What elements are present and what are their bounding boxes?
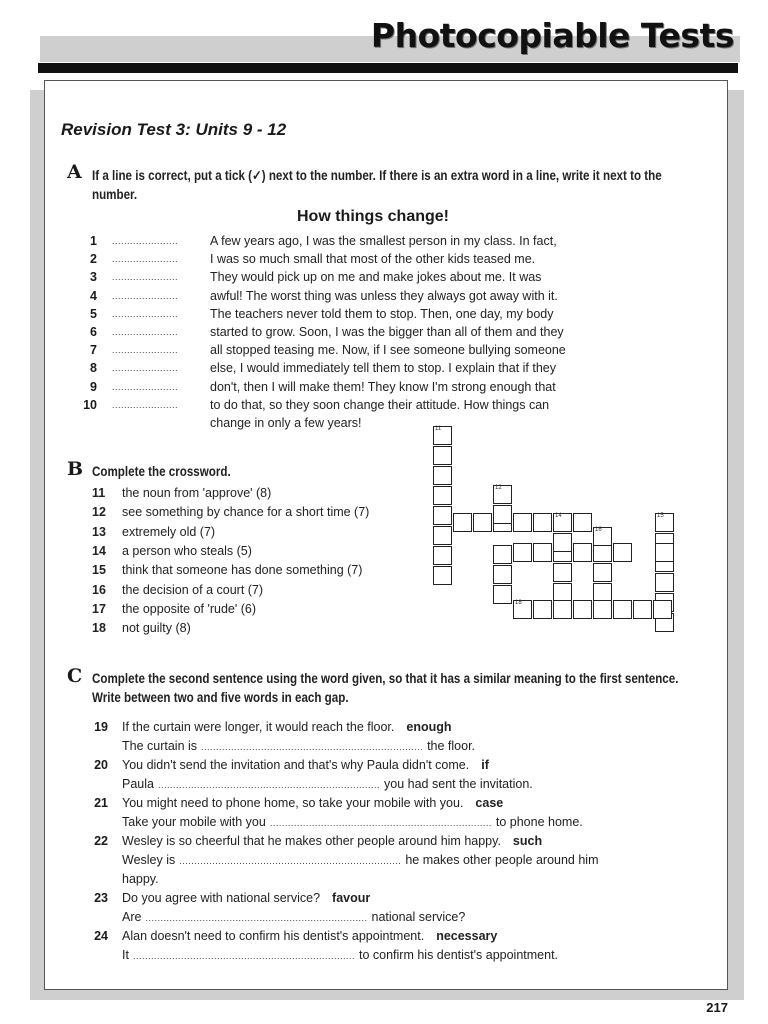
crossword-clue [92, 525, 215, 539]
crossword-cell[interactable] [573, 600, 592, 619]
sentence-continuation: happy. [122, 872, 159, 886]
crossword-cell[interactable] [493, 505, 512, 524]
story-line: don't, then I will make them! They know I'm strong enough that [210, 380, 556, 394]
crossword-cell[interactable] [533, 600, 552, 619]
answer-blank[interactable]: ...................... [112, 363, 179, 373]
section-b-letter: B [67, 458, 84, 480]
answer-gap[interactable]: .......................................................................... [157, 780, 381, 790]
crossword-cell[interactable] [433, 526, 452, 545]
line-number: 4 [90, 289, 97, 303]
crossword-cell[interactable] [433, 546, 452, 565]
crossword-cell[interactable] [655, 573, 674, 592]
crossword-cell[interactable] [655, 513, 674, 532]
crossword-cell[interactable] [553, 533, 572, 552]
crossword-clue [92, 563, 362, 577]
cell-number: 15 [657, 513, 664, 519]
clue-text: think that someone has done something (7) [122, 563, 363, 577]
story-line: all stopped teasing me. Now, if I see someone bullying someone [210, 343, 566, 357]
story-line: They would pick up on me and make jokes about me. It was [210, 270, 542, 284]
sentence-text: Do you agree with national service? [122, 891, 321, 905]
sentence-text: Alan doesn't need to confirm his dentist's appointment. [122, 929, 425, 943]
crossword-cell[interactable] [533, 543, 552, 562]
line-number: 2 [90, 252, 97, 266]
clue-text: the decision of a court (7) [122, 583, 264, 597]
clue-text: extremely old (7) [122, 525, 216, 539]
key-word: if [481, 758, 489, 772]
crossword-clue [92, 621, 191, 635]
line-number: 6 [90, 325, 97, 339]
crossword-cell[interactable] [433, 486, 452, 505]
crossword-cell[interactable] [533, 513, 552, 532]
question-number: 19 [94, 720, 108, 734]
crossword-cell[interactable] [493, 485, 512, 504]
sentence-text: Wesley is so cheerful that he makes other people around him happy. [122, 834, 501, 848]
cell-number: 18 [515, 600, 522, 606]
story-line: else, I would immediately tell them to stop. I explain that if they [210, 361, 557, 375]
first-sentence [122, 796, 503, 810]
second-sentence [122, 853, 599, 867]
cell-number: 11 [435, 426, 442, 432]
line-number: 9 [90, 380, 97, 394]
sentence-text: If the curtain were longer, it would reach the floor. [122, 720, 395, 734]
story-title: How things change! [297, 208, 449, 225]
test-title: Revision Test 3: Units 9 - 12 [61, 120, 287, 139]
answer-blank[interactable]: ...................... [112, 400, 179, 410]
clue-text: the noun from 'approve' (8) [122, 486, 272, 500]
crossword-cell[interactable] [513, 513, 532, 532]
answer-blank[interactable]: ...................... [112, 382, 179, 392]
crossword-cell[interactable] [593, 600, 612, 619]
crossword-clue [92, 583, 263, 597]
answer-gap[interactable]: .......................................................................... [145, 913, 368, 923]
crossword-clue [92, 486, 271, 500]
cell-number: 16 [595, 527, 602, 533]
clue-number: 12 [92, 505, 106, 519]
story-line: A few years ago, I was the smallest person in my class. In fact, [210, 234, 557, 248]
sentence-end: you had sent the invitation. [384, 777, 533, 791]
second-sentence [122, 910, 465, 924]
crossword-cell[interactable] [433, 466, 452, 485]
clue-number: 17 [92, 602, 106, 616]
first-sentence [122, 758, 489, 772]
second-sentence [122, 815, 583, 829]
line-number: 7 [90, 343, 97, 357]
line-number: 1 [90, 234, 97, 248]
second-sentence [122, 948, 558, 962]
crossword-cell[interactable] [473, 513, 492, 532]
question-number: 21 [94, 796, 108, 810]
section-c-instruction: Complete the second sentence using the word given, so that it has a similar meaning to the first sentence. Write between two and five words in each gap. [92, 671, 679, 705]
clue-number: 13 [92, 525, 106, 539]
answer-blank[interactable]: ...................... [112, 272, 179, 282]
line-number: 3 [90, 270, 97, 284]
question-number: 20 [94, 758, 108, 772]
answer-gap[interactable]: .......................................................................... [269, 818, 492, 828]
first-sentence [122, 891, 370, 905]
second-sentence [122, 739, 475, 753]
crossword-cell[interactable] [493, 585, 512, 604]
crossword-cell[interactable] [433, 506, 452, 525]
sentence-end: the floor. [427, 739, 476, 753]
clue-text: see something by chance for a short time (7) [122, 505, 370, 519]
section-c-letter: C [67, 665, 83, 687]
line-number: 8 [90, 361, 97, 375]
section-a-letter: A [67, 161, 82, 183]
crossword-cell[interactable] [493, 545, 512, 564]
sentence-end: national service? [371, 910, 466, 924]
crossword-cell[interactable] [633, 600, 652, 619]
sentence-text: You didn't send the invitation and that's why Paula didn't come. [122, 758, 470, 772]
answer-gap[interactable]: .......................................................................... [132, 951, 355, 961]
answer-blank[interactable]: ...................... [112, 291, 179, 301]
crossword-cell[interactable] [513, 543, 532, 562]
key-word: necessary [436, 929, 498, 943]
answer-blank[interactable]: ...................... [112, 345, 179, 355]
answer-blank[interactable]: ...................... [112, 327, 179, 337]
crossword-cell[interactable] [573, 543, 592, 562]
clue-number: 11 [92, 486, 106, 500]
section-b-instruction: Complete the crossword. [92, 464, 231, 479]
clue-number: 15 [92, 563, 106, 577]
story-line: I was so much small that most of the other kids teased me. [210, 252, 536, 266]
key-word: favour [332, 891, 371, 905]
crossword-cell[interactable] [553, 513, 572, 532]
story-line: to do that, so they soon change their attitude. How things can [210, 398, 550, 412]
crossword-cell[interactable] [613, 600, 632, 619]
sentence-start: Paula [122, 777, 154, 791]
header-title: Photocopiable Tests [370, 16, 734, 55]
crossword-cell[interactable] [593, 527, 612, 546]
crossword-cell[interactable] [433, 426, 452, 445]
sentence-start: Wesley is [122, 853, 176, 867]
story-line: change in only a few years! [210, 416, 362, 430]
first-sentence [122, 929, 497, 943]
page-number: 217 [706, 1000, 728, 1015]
crossword-clue [92, 602, 256, 616]
crossword-cell[interactable] [573, 513, 592, 532]
question-number: 24 [94, 929, 108, 943]
story-line: The teachers never told them to stop. Then, one day, my body [210, 307, 554, 321]
sentence-start: Are [122, 910, 142, 924]
sentence-start: It [122, 948, 129, 962]
question-number: 22 [94, 834, 108, 848]
crossword-cell[interactable] [513, 600, 532, 619]
answer-gap[interactable]: .......................................................................... [201, 742, 424, 752]
line-number: 5 [90, 307, 97, 321]
clue-number: 18 [92, 621, 106, 635]
second-sentence [122, 777, 533, 791]
first-sentence [122, 834, 542, 848]
clue-text: not guilty (8) [122, 621, 191, 635]
sentence-start: Take your mobile with you [122, 815, 266, 829]
clue-text: a person who steals (5) [122, 544, 252, 558]
section-a-instruction: If a line is correct, put a tick (✓) next to the number. If there is an extra word in a line, write it next to the number. [92, 168, 662, 202]
cell-number: 12 [495, 485, 502, 491]
crossword-cell[interactable] [453, 513, 472, 532]
crossword-cell[interactable] [553, 563, 572, 582]
crossword-cell[interactable] [593, 563, 612, 582]
answer-blank[interactable]: ...................... [112, 236, 179, 246]
sentence-start: The curtain is [122, 739, 198, 753]
clue-number: 16 [92, 583, 106, 597]
question-number: 23 [94, 891, 108, 905]
sentence-end: to phone home. [495, 815, 583, 829]
answer-blank[interactable]: ...................... [112, 254, 179, 264]
crossword-cell[interactable] [493, 565, 512, 584]
clue-number: 14 [92, 544, 106, 558]
key-word: enough [406, 720, 452, 734]
answer-blank[interactable]: ...................... [112, 309, 179, 319]
story-line: started to grow. Soon, I was the bigger than all of them and they [210, 325, 564, 339]
crossword-cell[interactable] [613, 543, 632, 562]
first-sentence [122, 720, 452, 734]
sentence-end: he makes other people around him [405, 853, 599, 867]
sentence-text: You might need to phone home, so take your mobile with you. [122, 796, 464, 810]
cell-number: 14 [555, 513, 562, 519]
crossword-cell[interactable] [553, 600, 572, 619]
header-rule [38, 63, 738, 73]
story-line: awful! The worst thing was unless they always got away with it. [210, 289, 558, 303]
crossword-cell[interactable] [433, 566, 452, 585]
clue-text: the opposite of 'rude' (6) [122, 602, 257, 616]
answer-gap[interactable]: .......................................................................... [179, 856, 402, 866]
line-number: 10 [83, 398, 97, 412]
key-word: such [512, 834, 543, 848]
crossword-cell[interactable] [655, 543, 674, 562]
crossword-cell[interactable] [433, 446, 452, 465]
crossword-clue [92, 505, 369, 519]
crossword-cell[interactable] [653, 600, 672, 619]
sentence-end: to confirm his dentist's appointment. [359, 948, 559, 962]
key-word: case [475, 796, 504, 810]
crossword-clue [92, 544, 252, 558]
